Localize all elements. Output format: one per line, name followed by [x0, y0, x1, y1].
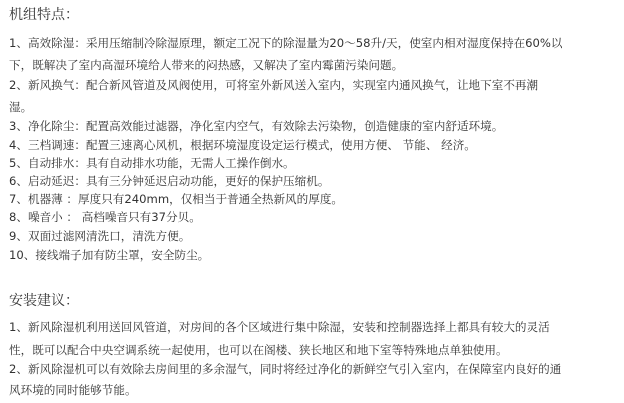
- feature-line: 4、三档调速：配置三速离心风机，根据环境湿度设定运行模式，使用方便、 节能、 经济。: [9, 138, 476, 152]
- feature-line: 8、噪音小 ： 高档噪音只有37分贝。: [9, 210, 201, 224]
- feature-line: 9、双面过滤网清洗口，清洗方便。: [9, 229, 191, 243]
- feature-line: 10、接线端子加有防尘罩，安全防尘。: [9, 248, 210, 262]
- feature-line: 7、机器薄 ：厚度只有240mm，仅相当于普通全热新风的厚度。: [9, 192, 344, 206]
- feature-line: 2、新风换气：配合新风管道及风阀使用，可将室外新风送入室内，实现室内通风换气，让地下室不再潮: [9, 78, 539, 92]
- installation-line: 1、新风除湿机利用送回风管道，对房间的各个区域进行集中除湿，安装和控制器选择上都具有较大的灵活: [9, 320, 550, 334]
- installation-line: 2、新风除湿机可以有效除去房间里的多余湿气，同时将经过净化的新鲜空气引入室内，在保障室内良好的通: [9, 362, 562, 376]
- feature-line: 下，既解决了室内高湿环境给人带来的闷热感，又解决了室内霉菌污染问题。: [9, 58, 404, 72]
- installation-heading: 安装建议：: [9, 293, 79, 309]
- feature-line: 3、净化除尘：配置高效能过滤器，净化室内空气，有效除去污染物，创造健康的室内舒适环境。: [9, 119, 504, 133]
- installation-line: 性，既可以配合中央空调系统一起使用，也可以在阁楼、狭长地区和地下室等特殊地点单独使用。: [9, 343, 508, 357]
- installation-line: 风环境的同时能够节能。: [9, 383, 137, 397]
- features-heading: 机组特点：: [9, 7, 79, 23]
- feature-line: 湿。: [9, 100, 33, 114]
- feature-line: 6、启动延迟：具有三分钟延迟启动功能，更好的保护压缩机。: [9, 174, 330, 188]
- feature-line: 5、自动排水：具有自动排水功能，无需人工操作倒水。: [9, 156, 295, 170]
- feature-line: 1、高效除湿：采用压缩制冷除湿原理，额定工况下的除湿量为20～58升/天，使室内相对湿度保持在60%以: [9, 36, 563, 50]
